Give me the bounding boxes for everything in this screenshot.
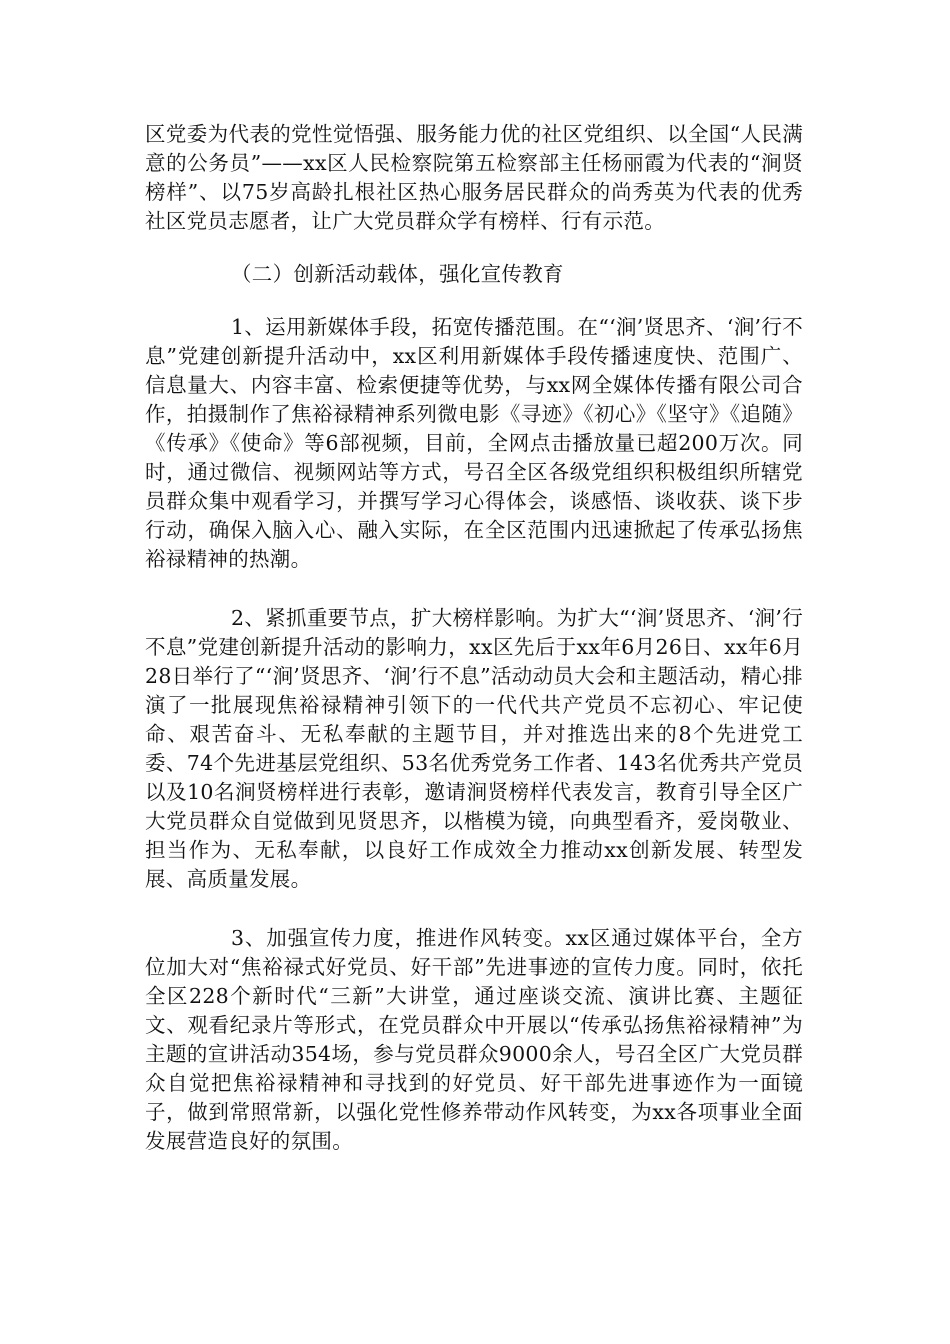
paragraph-continuation: 区党委为代表的党性觉悟强、服务能力优的社区党组织、以全国“人民满意的公务员”——xx区人民检察院第五检察部主任杨丽霞为代表的“涧贤榜样”、以75岁高龄扎根社区热心服务居民群众的尚秀英为代表的优秀社区党员志愿者，让广大党员群众学有榜样、行有示范。 <box>145 122 803 233</box>
paragraph-key-nodes: 2、紧抓重要节点，扩大榜样影响。为扩大“‘涧’贤思齐、‘涧’行不息”党建创新提升活动的影响力，xx区先后于xx年6月26日、xx年6月28日举行了“‘涧’贤思齐、‘涧’行不息”活动动员大会和主题活动，精心排演了一批展现焦裕禄精神引领下的一代代共产党员不忘初心、牢记使命、艰苦奋斗、无私奉献的主题节目，并对推选出来的8个先进党工委、74个先进基层党组织、53名优秀党务工作者、143名优秀共产党员以及10名涧贤榜样进行表彰，邀请涧贤榜样代表发言，教育引导全区广大党员群众自觉做到见贤思齐，以楷模为镜，向典型看齐，爱岗敬业、担当作为、无私奉献，以良好工作成效全力推动xx创新发展、转型发展、高质量发展。 <box>145 606 803 891</box>
document-page <box>145 120 803 1156</box>
paragraph-new-media: 1、运用新媒体手段，拓宽传播范围。在“‘涧’贤思齐、‘涧’行不息”党建创新提升活动中，xx区利用新媒体手段传播速度快、范围广、信息量大、内容丰富、检索便捷等优势，与xx网全媒体传播有限公司合作，拍摄制作了焦裕禄精神系列微电影《寻迹》《初心》《坚守》《追随》《传承》《使命》等6部视频，目前，全网点击播放量已超200万次。同时，通过微信、视频网站等方式，号召全区各级党组织积极组织所辖党员群众集中观看学习，并撰写学习心得体会，谈感悟、谈收获、谈下步行动，确保入脑入心、融入实际，在全区范围内迅速掀起了传承弘扬焦裕禄精神的热潮。 <box>145 315 803 571</box>
paragraph-publicity: 3、加强宣传力度，推进作风转变。xx区通过媒体平台，全方位加大对“焦裕禄式好党员、好干部”先进事迹的宣传力度。同时，依托全区228个新时代“三新”大讲堂，通过座谈交流、演讲比赛、主题征文、观看纪录片等形式，在党员群众中开展以“传承弘扬焦裕禄精神”为主题的宣讲活动354场，参与党员群众9000余人，号召全区广大党员群众自觉把焦裕禄精神和寻找到的好党员、好干部先进事迹作为一面镜子，做到常照常新，以强化党性修养带动作风转变，为xx各项事业全面发展营造良好的氛围。 <box>145 926 803 1153</box>
section-heading: （二）创新活动载体，强化宣传教育 <box>231 262 564 286</box>
